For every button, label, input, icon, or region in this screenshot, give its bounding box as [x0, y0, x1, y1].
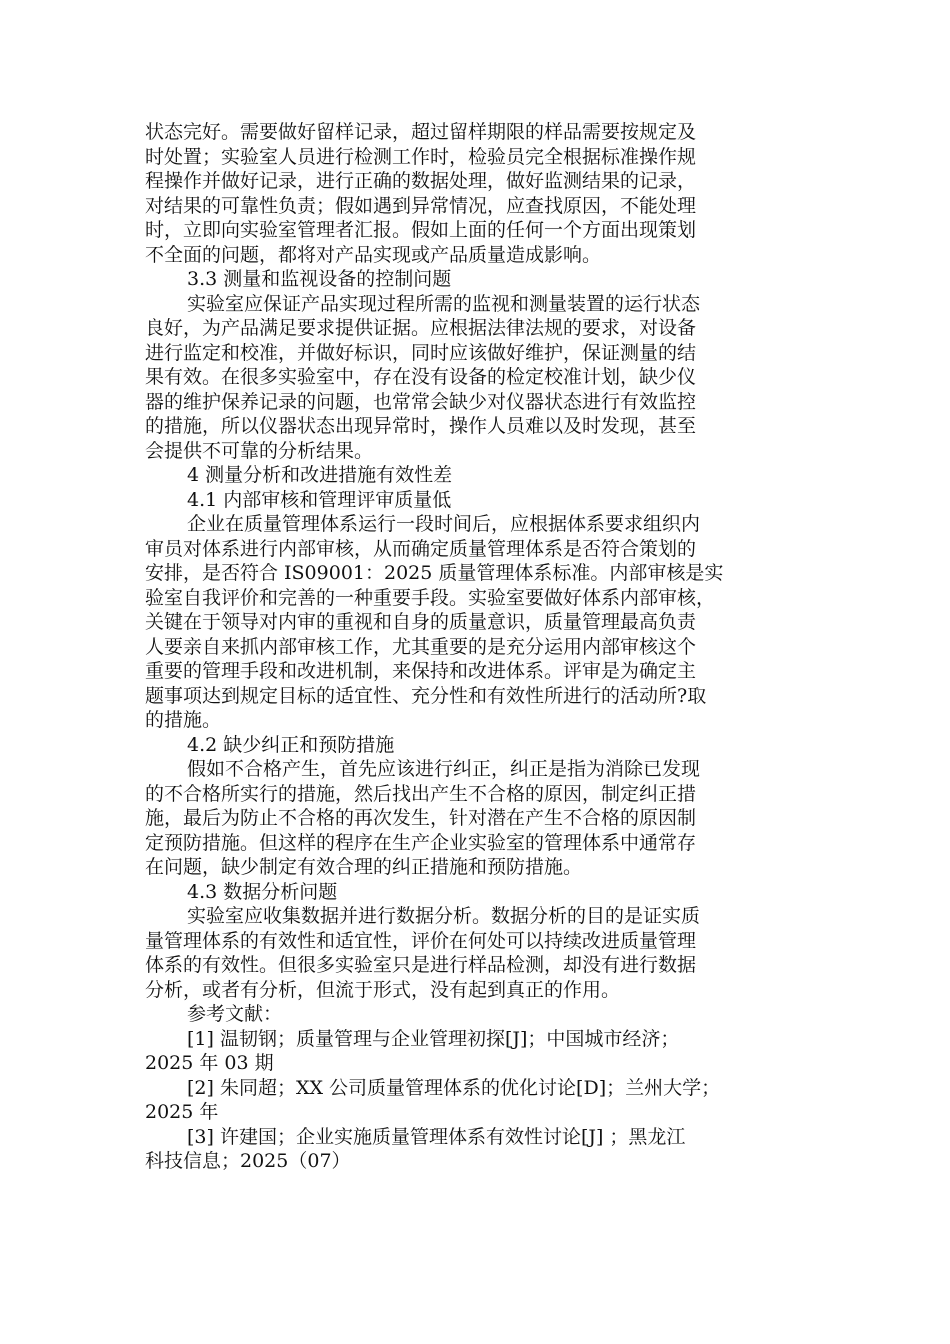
text-line: 定预防措施。但这样的程序在生产企业实验室的管理体系中通常存	[145, 831, 697, 854]
text-line: 分析，或者有分析，但流于形式，没有起到真正的作用。	[145, 978, 621, 1001]
text-line: [1] 温韧钢；质量管理与企业管理初探[J]；中国城市经济；	[187, 1027, 680, 1050]
text-line: 4.3 数据分析问题	[187, 880, 338, 903]
text-line: 实验室应收集数据并进行数据分析。数据分析的目的是证实质	[187, 905, 701, 927]
text-line: 实验室应保证产品实现过程所需的监视和测量装置的运行状态	[187, 292, 701, 315]
text-line: [2] 朱同超；XX 公司质量管理体系的优化讨论[D]；兰州大学；	[187, 1076, 721, 1099]
text-line: 人要亲自来抓内部审核工作，尤其重要的是充分运用内部审核这个	[145, 635, 697, 658]
text-line: 施，最后为防止不合格的再次发生，针对潜在产生不合格的原因制	[145, 807, 697, 829]
text-line: 器的维护保养记录的问题，也常常会缺少对仪器状态进行有效监控	[145, 390, 697, 413]
text-line: 3.3 测量和监视设备的控制问题	[187, 268, 452, 290]
text-line: 题事项达到规定目标的适宜性、充分性和有效性所进行的活动所?取	[145, 684, 707, 707]
text-line: 良好，为产品满足要求提供证据。应根据法律法规的要求，对设备	[145, 317, 697, 339]
text-line: 科技信息；2025（07）	[145, 1150, 351, 1172]
text-line: 的不合格所实行的措施，然后找出产生不合格的原因，制定纠正措	[145, 782, 697, 805]
text-line: 量管理体系的有效性和适宜性，评价在何处可以持续改进质量管理	[145, 929, 697, 952]
text-line: 2025 年	[145, 1101, 219, 1123]
text-line: 审员对体系进行内部审核，从而确定质量管理体系是否符合策划的	[145, 537, 697, 560]
text-line: [3] 许建国；企业实施质量管理体系有效性讨论[J] ；黑龙江	[187, 1125, 686, 1148]
text-line: 的措施。	[145, 709, 222, 731]
text-line: 在问题，缺少制定有效合理的纠正措施和预防措施。	[145, 856, 583, 878]
text-line: 企业在质量管理体系运行一段时间后，应根据体系要求组织内	[187, 513, 701, 535]
text-line: 假如不合格产生，首先应该进行纠正，纠正是指为消除已发现	[187, 758, 701, 780]
text-line: 验室自我评价和完善的一种重要手段。实验室要做好体系内部审核，	[145, 586, 716, 609]
text-line: 4 测量分析和改进措施有效性差	[187, 464, 453, 486]
text-line: 状态完好。需要做好留样记录，超过留样期限的样品需要按规定及	[145, 121, 697, 143]
text-line: 重要的管理手段和改进机制，来保持和改进体系。评审是为确定主	[145, 660, 697, 682]
text-line: 时，立即向实验室管理者汇报。假如上面的任何一个方面出现策划	[145, 219, 697, 241]
document-page	[145, 120, 805, 1174]
text-line: 时处置；实验室人员进行检测工作时，检验员完全根据标准操作规	[145, 145, 697, 168]
text-line: 进行监定和校准，并做好标识，同时应该做好维护，保证测量的结	[145, 341, 697, 364]
text-line: 的措施，所以仪器状态出现异常时，操作人员难以及时发现，甚至	[145, 415, 697, 437]
text-line: 会提供不可靠的分析结果。	[145, 439, 374, 462]
text-line: 不全面的问题，都将对产品实现或产品质量造成影响。	[145, 243, 602, 266]
text-line: 4.1 内部审核和管理评审质量低	[187, 488, 452, 511]
text-line: 程操作并做好记录，进行正确的数据处理，做好监测结果的记录，	[145, 170, 697, 192]
text-line: 4.2 缺少纠正和预防措施	[187, 733, 395, 756]
text-line: 对结果的可靠性负责；假如遇到异常情况，应查找原因，不能处理	[145, 194, 697, 217]
text-line: 果有效。在很多实验室中，存在没有设备的检定校准计划，缺少仪	[145, 366, 697, 388]
text-line: 2025 年 03 期	[145, 1052, 274, 1074]
text-line: 体系的有效性。但很多实验室只是进行样品检测，却没有进行数据	[145, 954, 697, 976]
text-line: 安排，是否符合 IS09001：2025 质量管理体系标准。内部审核是实	[145, 562, 724, 584]
text-line: 关键在于领导对内审的重视和自身的质量意识，质量管理最高负责	[145, 611, 697, 633]
text-line: 参考文献：	[187, 1003, 283, 1025]
